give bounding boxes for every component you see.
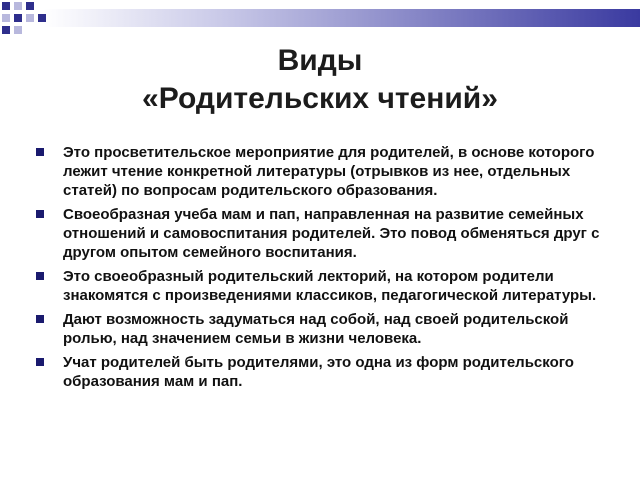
square-bullet-icon [36, 210, 44, 218]
bullet-list [36, 143, 626, 396]
square-bullet-icon [36, 272, 44, 280]
square-bullet-icon [36, 358, 44, 366]
slide-title [0, 42, 640, 118]
header-gradient-band [44, 9, 640, 27]
square-bullet-icon [36, 148, 44, 156]
bullet-item [36, 205, 626, 262]
bullet-item [36, 143, 626, 200]
bullet-item [36, 310, 626, 348]
decorative-squares [2, 2, 46, 34]
bullet-item [36, 267, 626, 305]
bullet-text: Дают возможность задуматься над собой, над своей родительской ролью, над значением семьи в жизни человека. [63, 311, 569, 347]
bullet-text: Это просветительское мероприятие для родителей, в основе которого лежит чтение конкретной литературы (отрывков из нее, отдельных статей) по вопросам родительского образования. [63, 144, 595, 199]
slide-title-line2: «Родительских чтений» [142, 82, 498, 115]
bullet-item [36, 353, 626, 391]
square-bullet-icon [36, 315, 44, 323]
header-decoration [0, 0, 640, 40]
bullet-text: Своеобразная учеба мам и пап, направленная на развитие семейных отношений и самовоспитания родителей. Это повод обменяться друг с другом опытом семейного воспитания. [63, 206, 600, 261]
bullet-text: Это своеобразный родительский лекторий, на котором родители знакомятся с произведениями классиков, педагогической литературы. [63, 268, 597, 304]
bullet-text: Учат родителей быть родителями, это одна из форм родительского образования мам и пап. [63, 354, 574, 390]
slide-title-line1: Виды [277, 44, 363, 77]
